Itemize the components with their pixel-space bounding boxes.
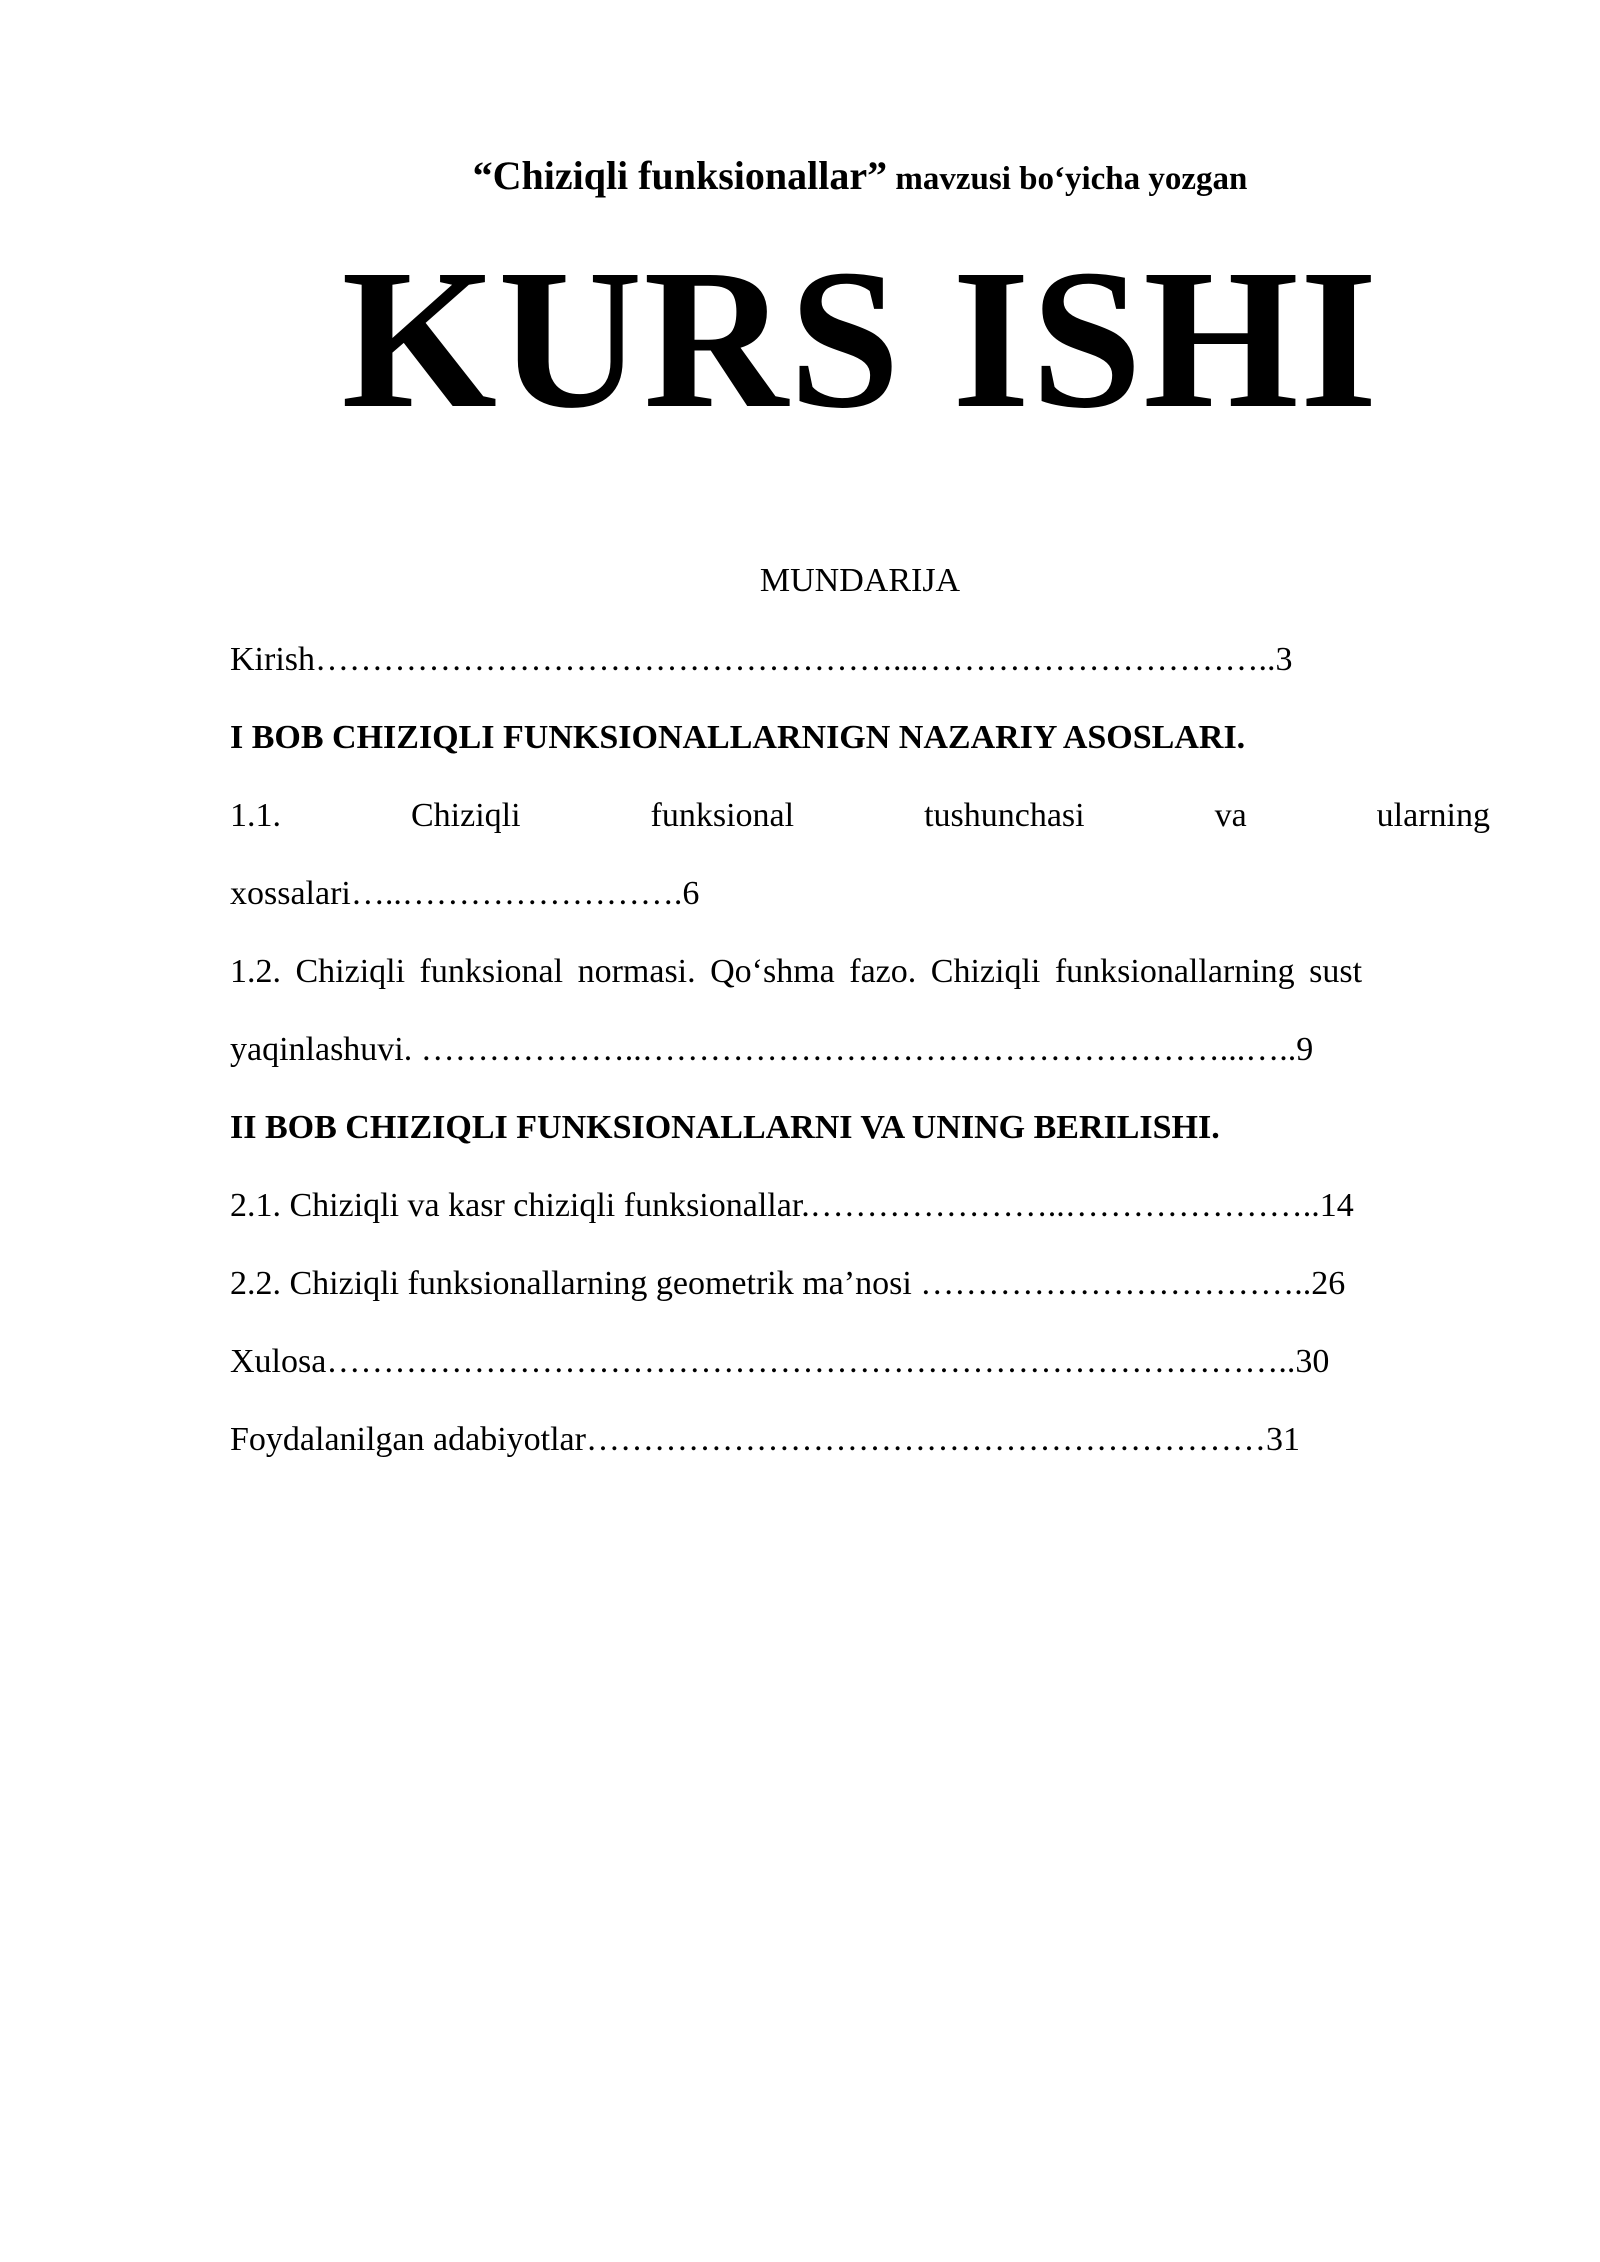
toc-heading: MUNDARIJA <box>759 562 961 599</box>
toc-chapter-1: I BOB CHIZIQLI FUNKSIONALLARNIGN NAZARIY ASOSLARI. <box>230 719 1246 756</box>
toc-entry-1-2-continued: yaqinlashuvi. ………………..……………………………………………...…..9 <box>230 1031 1314 1068</box>
toc-chapter-2: II BOB CHIZIQLI FUNKSIONALLARNI VA UNING BERILISHI. <box>230 1109 1220 1146</box>
toc-1-1-word: funksional <box>650 797 795 834</box>
main-title: KURS ISHI <box>341 229 1379 450</box>
toc-1-1-word: Chiziqli <box>410 797 521 834</box>
toc-entry-1-2 <box>230 952 1490 993</box>
subtitle <box>0 152 1600 199</box>
toc-1-1-word: tushunchasi <box>924 797 1085 834</box>
toc-1-1-word: 1.1. <box>230 797 281 834</box>
toc-entry-2-2: 2.2. Chiziqli funksionallarning geometrik ma’nosi ……………………………..26 <box>230 1265 1346 1302</box>
toc-entry-xulosa: Xulosa…………………………………………………………………………..30 <box>230 1343 1330 1380</box>
subtitle-topic: “Chiziqli funksionallar” <box>472 153 888 198</box>
toc-1-1-word: ularning <box>1376 797 1490 834</box>
toc-1-1-word: va <box>1214 797 1247 834</box>
toc-entry-1-1 <box>230 796 1490 837</box>
toc-entry-2-1: 2.1. Chiziqli va kasr chiziqli funksionallar.…………………..…………………..14 <box>230 1187 1354 1224</box>
toc-entry-1-1-continued: xossalari…..…………………….6 <box>230 875 700 912</box>
toc-entry-kirish: Kirish……………………………………………...…………………………..3 <box>230 641 1293 678</box>
toc-entry-adabiyotlar: Foydalanilgan adabiyotlar……………………………………………………31 <box>230 1421 1300 1458</box>
toc-1-2-text: 1.2. Chiziqli funksional normasi. Qo‘shma fazo. Chiziqli funksionallarning sust <box>230 953 1363 990</box>
subtitle-rest: mavzusi bo‘yicha yozgan <box>887 161 1248 197</box>
